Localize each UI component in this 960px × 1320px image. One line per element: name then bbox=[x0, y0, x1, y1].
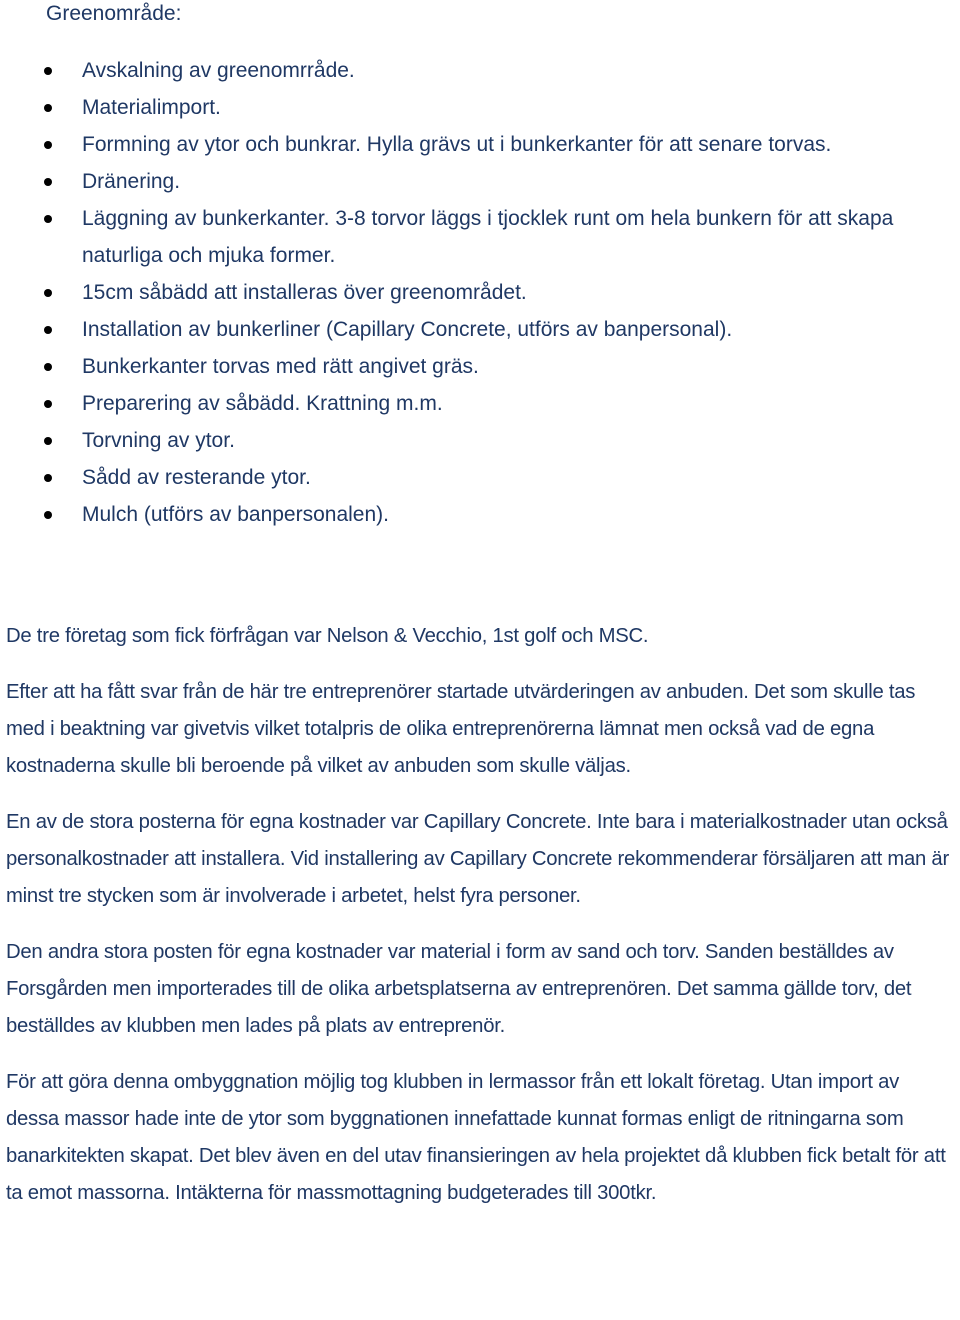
list-item-text: Dränering. bbox=[82, 170, 181, 193]
paragraph: En av de stora posterna för egna kostnader var Capillary Concrete. Inte bara i materialkostnader utan också personalkostnader att installera. Vid installering av Capillary Concrete rekommenderar försäljaren att man är minst tre stycken som är involverade i arbetet, helst fyra personer. bbox=[6, 811, 949, 907]
bullet-icon bbox=[44, 289, 52, 297]
paragraph: Den andra stora posten för egna kostnader var material i form av sand och torv. Sanden beställdes av Forsgården men importerades till de olika arbetsplatserna av entreprenören. Det samma gällde torv, det beställdes av klubben men lades på plats av entreprenör. bbox=[6, 941, 912, 1037]
list-item bbox=[0, 163, 960, 200]
bullet-icon bbox=[44, 215, 52, 223]
bullet-icon bbox=[44, 437, 52, 445]
list-item-text: Bunkerkanter torvas med rätt angivet gräs. bbox=[82, 355, 479, 378]
bullet-icon bbox=[44, 400, 52, 408]
bullet-icon bbox=[44, 67, 52, 75]
list-item-text: Mulch (utförs av banpersonalen). bbox=[82, 503, 389, 526]
bullet-icon bbox=[44, 326, 52, 334]
bullet-icon bbox=[44, 511, 52, 519]
bullet-icon bbox=[44, 104, 52, 112]
list-item-text: Formning av ytor och bunkrar. Hylla grävs ut i bunkerkanter för att senare torvas. bbox=[82, 133, 832, 156]
list-item bbox=[0, 385, 960, 422]
list-item bbox=[0, 459, 960, 496]
list-item bbox=[0, 126, 960, 163]
list-item bbox=[0, 348, 960, 385]
list-item-text: Installation av bunkerliner (Capillary Concrete, utförs av banpersonal). bbox=[82, 318, 733, 341]
list-item-text: Torvning av ytor. bbox=[82, 429, 235, 452]
list-item-text: Materialimport. bbox=[82, 96, 221, 119]
list-item bbox=[0, 422, 960, 459]
paragraph: För att göra denna ombyggnation möjlig tog klubben in lermassor från ett lokalt företag. Utan import av dessa massor hade inte de ytor som byggnationen innefattade kunnat formas enligt de ritningarna som banarkitekten skapat. Det blev även en del utav finansieringen av hela projektet då klubben fick betalt för att ta emot massorna. Intäkterna för massmottagning budgeterades till 300tkr. bbox=[6, 1071, 946, 1204]
list-item bbox=[0, 496, 960, 533]
list-item bbox=[0, 52, 960, 89]
list-item bbox=[0, 200, 960, 274]
bullet-icon bbox=[44, 363, 52, 371]
list-item-text: 15cm såbädd att installeras över greenområdet. bbox=[82, 281, 527, 304]
list-item-text: Läggning av bunkerkanter. 3-8 torvor läggs i tjocklek runt om hela bunkern för att skapa naturliga och mjuka former. bbox=[82, 207, 894, 267]
list-item-text: Preparering av såbädd. Krattning m.m. bbox=[82, 392, 443, 415]
task-list bbox=[0, 52, 960, 533]
paragraph: De tre företag som fick förfrågan var Nelson & Vecchio, 1st golf och MSC. bbox=[6, 625, 649, 647]
list-item bbox=[0, 89, 960, 126]
section-heading: Greenområde: bbox=[46, 2, 182, 25]
list-item-text: Avskalning av greenomrråde. bbox=[82, 59, 355, 82]
bullet-icon bbox=[44, 474, 52, 482]
bullet-icon bbox=[44, 141, 52, 149]
list-item bbox=[0, 311, 960, 348]
list-item bbox=[0, 274, 960, 311]
paragraph: Efter att ha fått svar från de här tre entreprenörer startade utvärderingen av anbuden. Det som skulle tas med i beaktning var givetvis vilket totalpris de olika entreprenörerna lämnat men också vad de egna kostnaderna skulle bli beroende på vilket av anbuden som skulle väljas. bbox=[6, 681, 916, 777]
list-item-text: Sådd av resterande ytor. bbox=[82, 466, 311, 489]
bullet-icon bbox=[44, 178, 52, 186]
body-text bbox=[6, 618, 956, 1231]
